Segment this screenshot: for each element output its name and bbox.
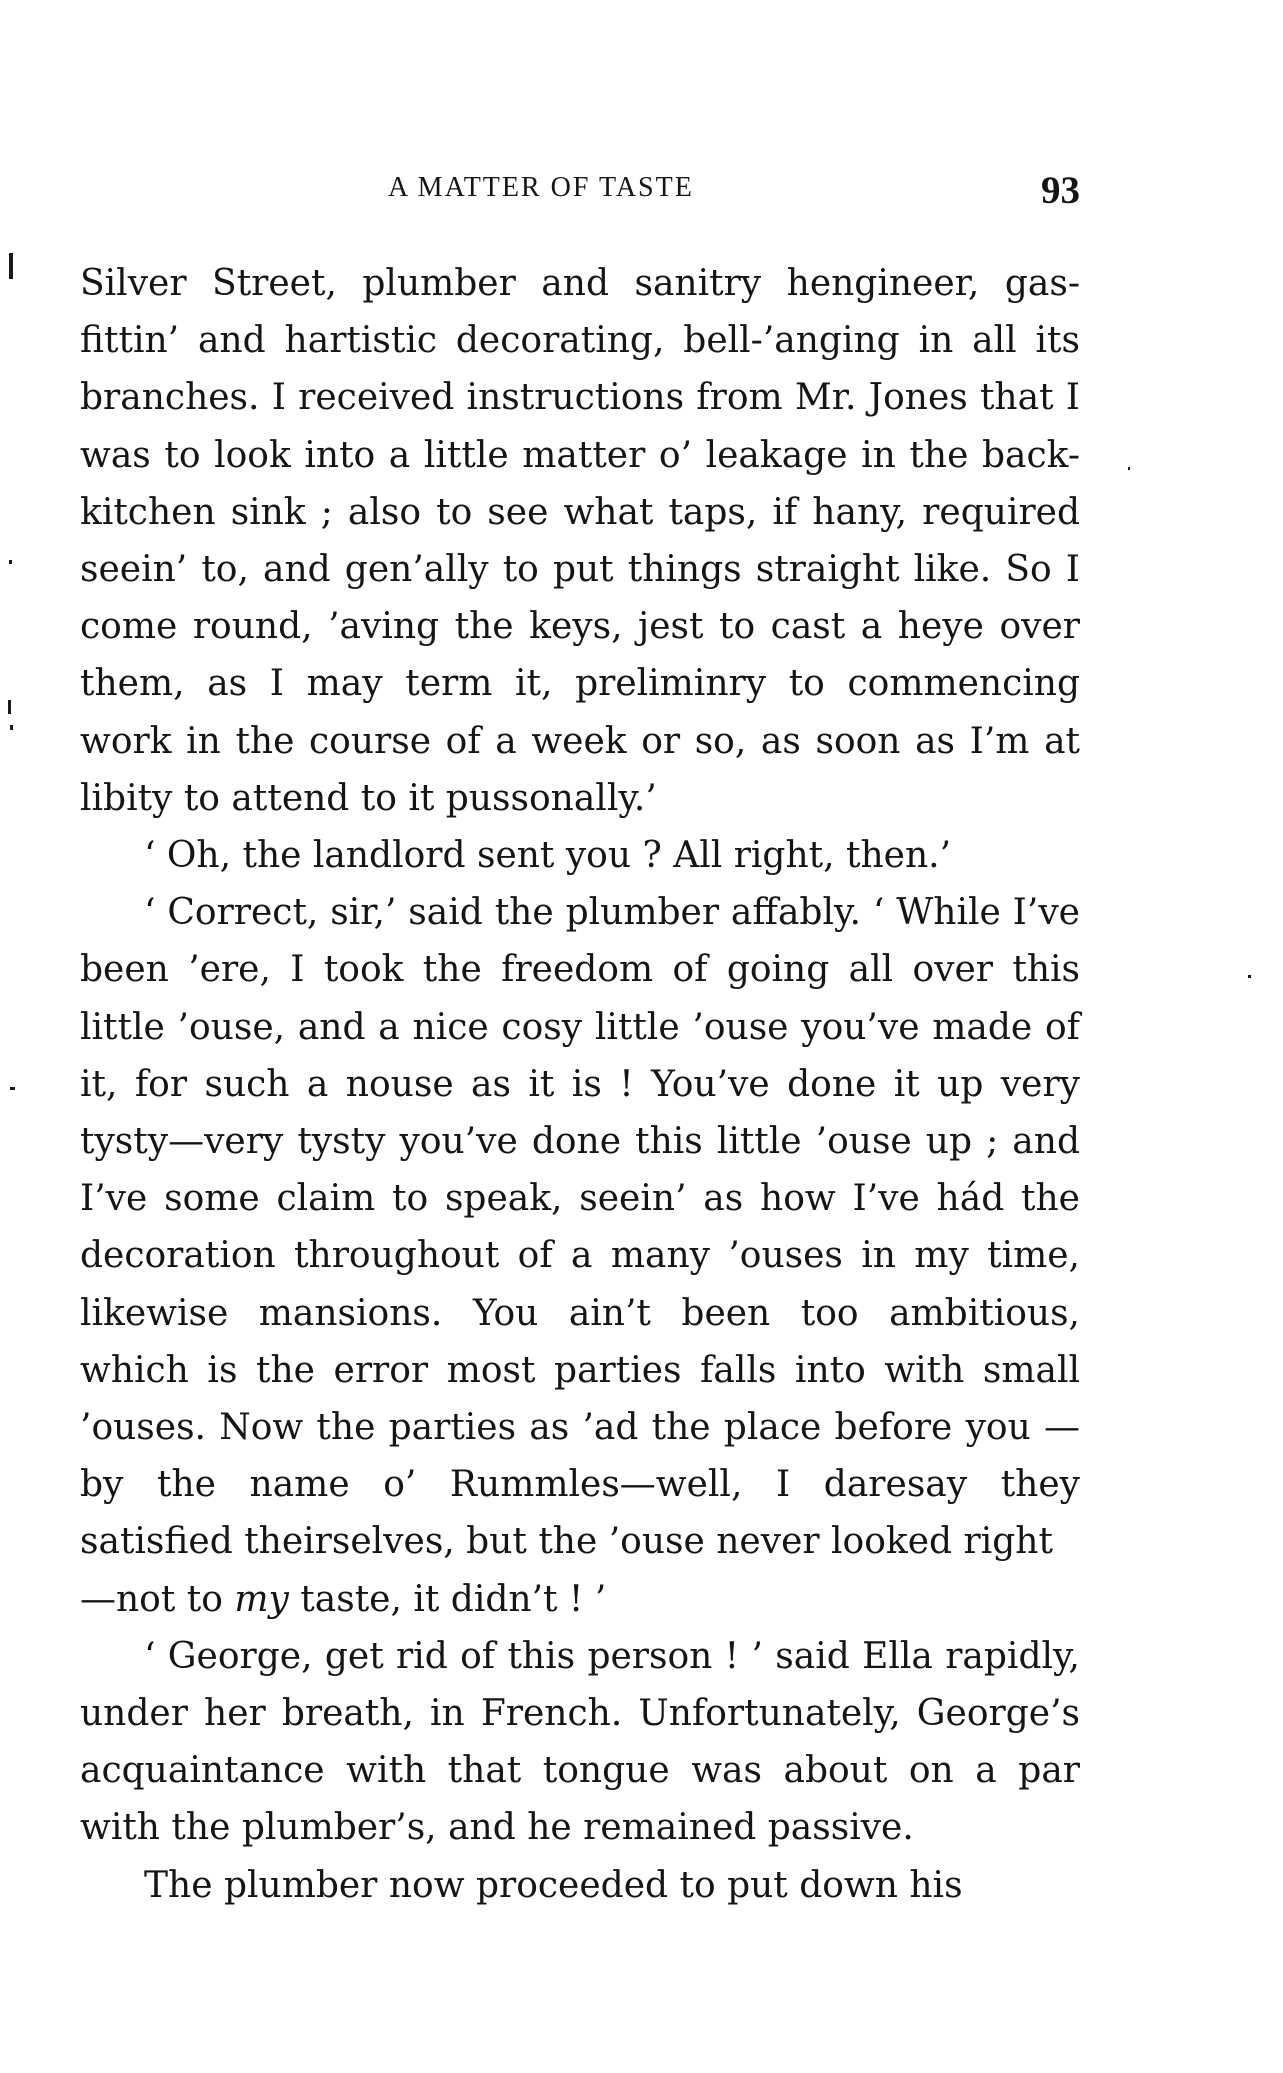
body-text <box>80 255 1080 1914</box>
paragraph-dialogue-2 <box>80 884 1080 1628</box>
margin-mark <box>1248 975 1251 978</box>
paragraph-dialogue-1: ‘ Oh, the landlord sent you ? All right, then.’ <box>144 835 952 877</box>
paragraph-dialogue-3: ‘ George, get rid of this person ! ’ said Ella rapidly, under her breath, in French. Unfortunately, George’s acquaintance with that tongue was about on a par with the plumber’s, and he remained passive. <box>80 1635 1080 1849</box>
margin-mark <box>1128 467 1130 470</box>
paragraph-final: The plumber now proceeded to put down his <box>144 1864 963 1906</box>
paragraph-continued: Silver Street, plumber and sanitry hengineer, gas-fittin’ and hartistic decorating, bell-’anging in all its branches. I received instructions from Mr. Jones that I was to look into a little matter o’ leakage in the back-kitchen sink ; also to see what taps, if hany, required seein’ to, and gen’ally to put things straight like. So I come round, ’aving the keys, jest to cast a heye over them, as I may term it, preliminry to commencing work in the course of a week or so, as soon as I’m at libity to attend to it pussonally.’ <box>80 263 1080 819</box>
margin-mark <box>9 560 12 564</box>
running-title: A MATTER OF TASTE <box>388 172 694 203</box>
margin-mark <box>9 253 13 279</box>
italic-line-after: taste, it didn’t ! ’ <box>288 1578 607 1620</box>
italic-line-before: —not to <box>80 1578 235 1620</box>
margin-mark <box>10 1087 15 1090</box>
paragraph-dialogue-2-text: ‘ Correct, sir,’ said the plumber affably. ‘ While I’ve been ’ere, I took the freedom of going all over this little ’ouse, and a nice cosy little ’ouse you’ve made of it, for such a nouse as it is ! You’ve done it up very tysty—very tysty you’ve done this little ’ouse up ; and I’ve some claim to speak, seein’ as how I’ve hád the decoration throughout of a many ’ouses in my time, likewise mansions. You ain’t been too ambitious, which is the error most parties falls into with small ’ouses. Now the parties as ’ad the place before you —by the name o’ Rummles—well, I daresay they satisfied theirselves, but the ’ouse never looked right <box>80 892 1080 1563</box>
page-number: 93 <box>1041 169 1080 212</box>
running-head <box>80 168 1080 218</box>
margin-mark <box>8 700 11 714</box>
margin-mark <box>10 725 13 730</box>
emphasis-word: my <box>234 1578 289 1620</box>
